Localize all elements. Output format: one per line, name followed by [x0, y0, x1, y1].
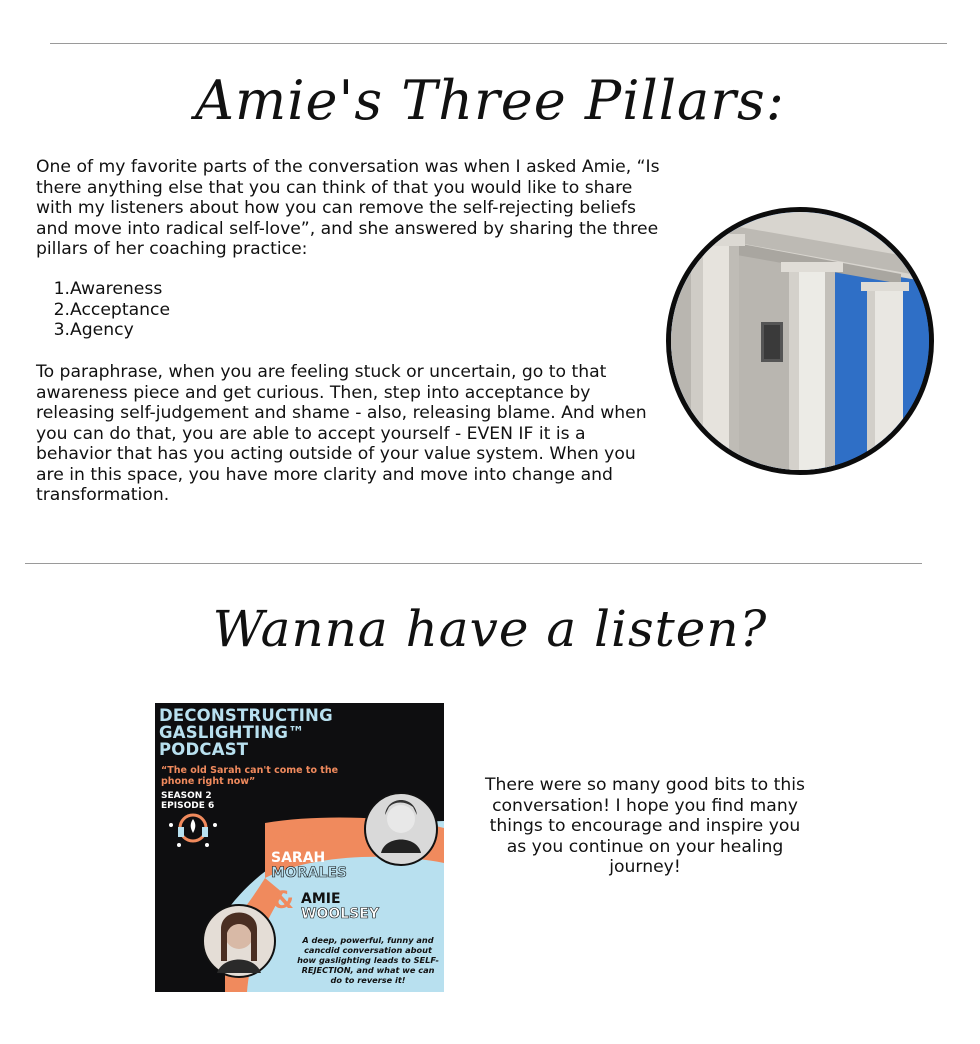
guest-first-name: AMIE [301, 891, 341, 907]
cover-season [161, 791, 214, 811]
pillar-item [36, 300, 336, 321]
greek-columns-photo [666, 207, 934, 475]
listen-paragraph: There were so many good bits to this conversation! I hope you find many things to encourage and inspire you as you continue on your healing journey! [484, 775, 806, 877]
cover-title [159, 707, 444, 758]
cover-title-line: GASLIGHTING™ [159, 723, 305, 742]
intro-paragraph: One of my favorite parts of the conversation was when I asked Amie, “Is there anything else that you can think of that you would like to share with my listeners about how you can remove the self-rejecting beliefs and move into radical self-love”, and she answered by sharing the three pillars of her coaching practice: [36, 157, 660, 259]
pillar-item [36, 320, 336, 341]
headphones-flame-icon [169, 815, 217, 847]
listen-heading: Wanna have a listen? [212, 600, 768, 658]
season-label: SEASON 2 [161, 791, 212, 801]
ampersand: & [273, 886, 294, 914]
pillar-number: 1. [53, 279, 70, 299]
guest-last-name: WOOLSEY [301, 906, 379, 922]
podcast-cover[interactable] [155, 703, 444, 992]
pillar-label: Agency [70, 320, 134, 340]
middle-divider [25, 563, 922, 564]
top-divider [50, 43, 947, 44]
host-last-name: MORALES [271, 865, 348, 881]
cover-description: A deep, powerful, funny and cancdid conversation about how gaslighting leads to SELF-REJECTION, and what we can do to reverse it! [297, 935, 439, 985]
pillar-item [36, 279, 336, 300]
with-label: With [267, 827, 316, 848]
pillar-label: Awareness [70, 279, 163, 299]
episode-label: EPISODE 6 [161, 801, 215, 811]
cover-quote: “The old Sarah can't come to the phone right now” [161, 765, 339, 787]
cover-title-line: PODCAST [159, 740, 249, 759]
pillars-heading: Amie's Three Pillars: [195, 69, 785, 132]
cover-title-line: DECONSTRUCTING [159, 706, 333, 725]
paraphrase-paragraph: To paraphrase, when you are feeling stuck or uncertain, go to that awareness piece and get curious. Then, step into acceptance by releasing self-judgement and shame - also, releasing blame. And when you can do that, you are able to accept yourself - EVEN IF it is a behavior that has you acting outside of your value system. When you are in this space, you have more clarity and move into change and transformation. [36, 362, 647, 505]
pillar-label: Acceptance [70, 299, 171, 320]
host-first-name: SARAH [271, 850, 326, 866]
pillar-number: 2. [53, 299, 70, 320]
pillar-number: 3. [53, 320, 70, 340]
columns-illustration [671, 212, 929, 470]
pillars-list [36, 279, 336, 341]
